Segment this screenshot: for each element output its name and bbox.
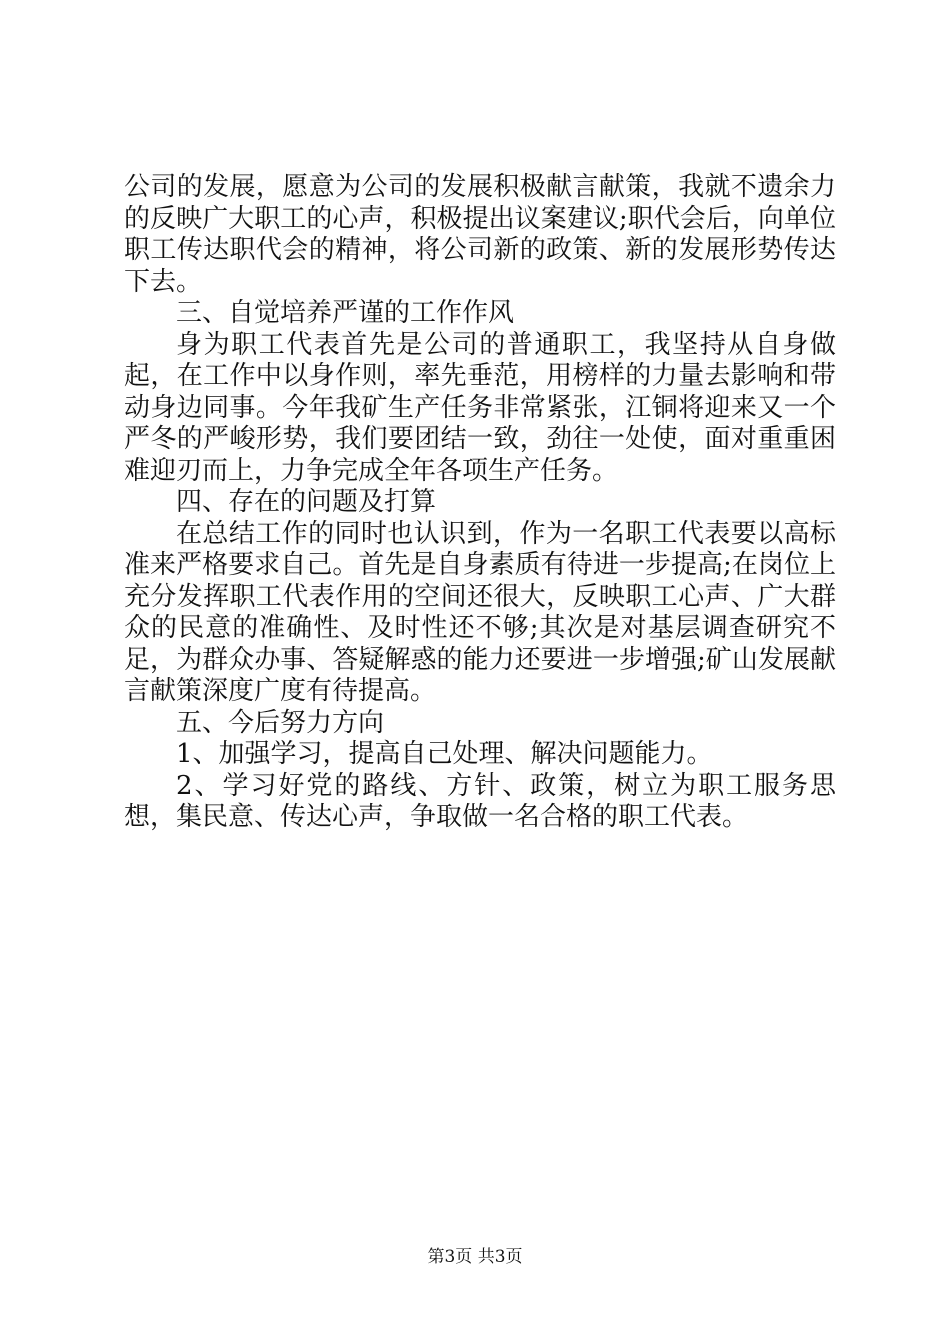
section-heading-4: 四、存在的问题及打算	[176, 487, 437, 517]
paragraph-3: 在总结工作的同时也认识到，作为一名职工代表要以高标准来严格要求自己。首先是自身素质有待进一步提高;在岗位上充分发挥职工代表作用的空间还很大，反映职工心声、广大群众的民意的准确性、及时性还不够;其次是对基层调查研究不足，为群众办事、答疑解惑的能力还要进一步增强;矿山发展献言献策深度广度有待提高。	[124, 518, 836, 706]
paragraph-1: 公司的发展，愿意为公司的发展积极献言献策，我就不遗余力的反映广大职工的心声，积极提出议案建议;职代会后，向单位职工传达职代会的精神，将公司新的政策、新的发展形势传达下去。	[124, 172, 836, 297]
list-item-1: 1、加强学习，提高自己处理、解决问题能力。	[176, 739, 713, 769]
document-body	[124, 172, 836, 834]
paragraph-2: 身为职工代表首先是公司的普通职工，我坚持从自身做起，在工作中以身作则，率先垂范，用榜样的力量去影响和带动身边同事。今年我矿生产任务非常紧张，江铜将迎来又一个严冬的严峻形势，我们要团结一致，劲往一处使，面对重重困难迎刃而上，力争完成全年各项生产任务。	[124, 329, 836, 486]
section-heading-3: 三、自觉培养严谨的工作作风	[176, 298, 515, 328]
page-number-footer: 第3页 共3页	[427, 1247, 523, 1267]
section-heading-5: 五、今后努力方向	[176, 707, 385, 738]
list-item-2: 2、学习好党的路线、方针、政策，树立为职工服务思想，集民意、传达心声，争取做一名合格的职工代表。	[124, 770, 836, 832]
